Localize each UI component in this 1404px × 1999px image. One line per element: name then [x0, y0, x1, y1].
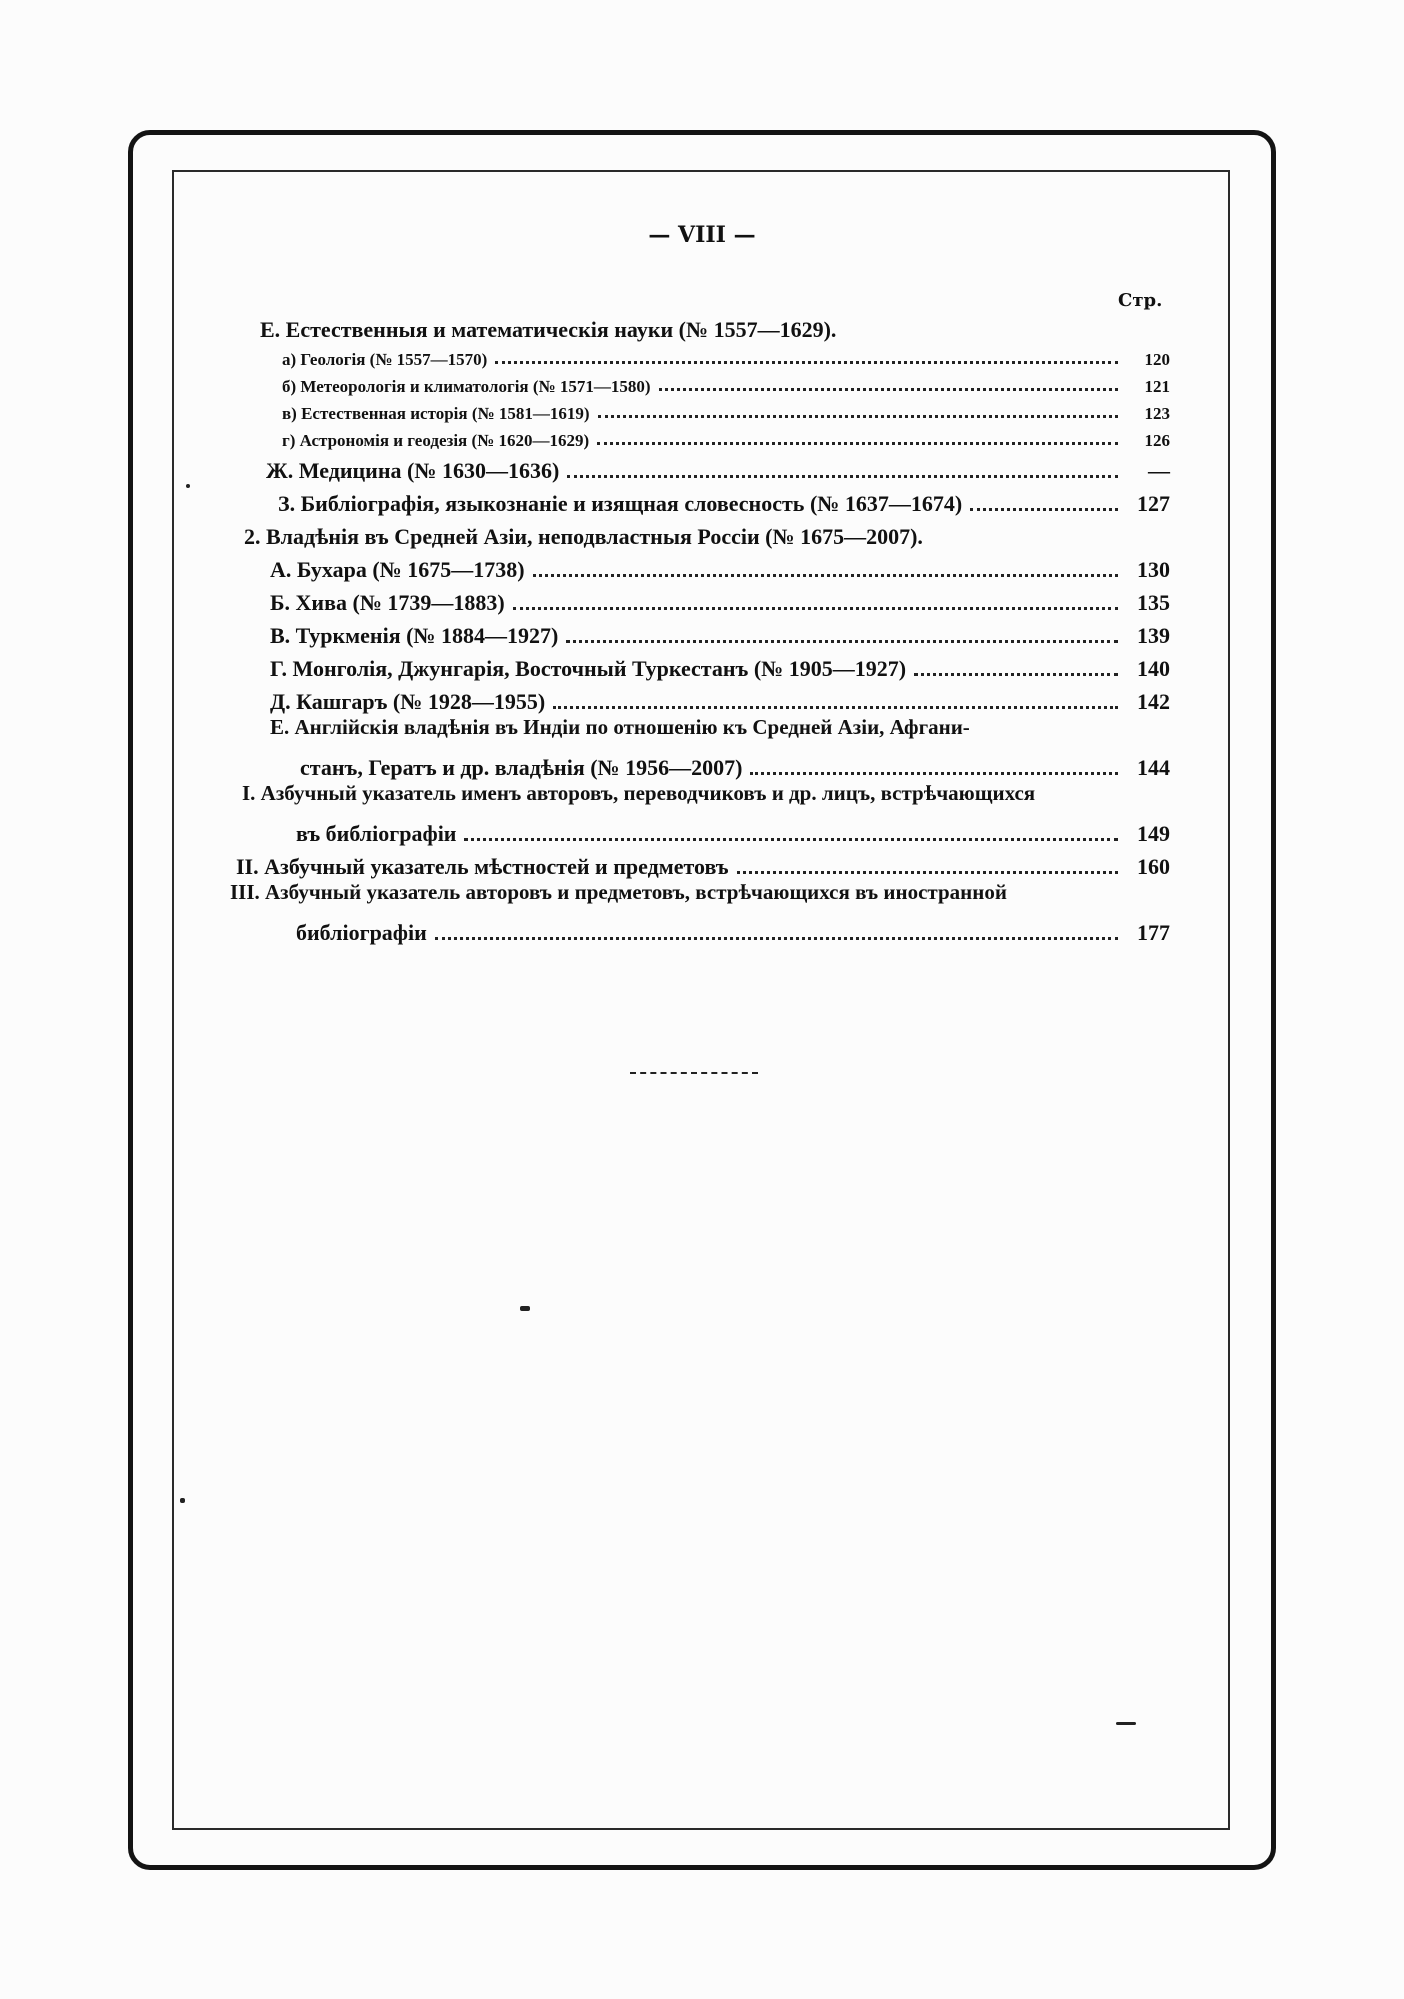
- toc-entry-index-names-cont: [296, 814, 1170, 847]
- toc-entry-page: 139: [1137, 623, 1170, 648]
- leader-dots: [553, 706, 1118, 709]
- toc-entry-page: 149: [1137, 821, 1170, 846]
- leader-dots: [737, 871, 1118, 874]
- ink-speck: [520, 1306, 530, 1311]
- ink-speck: [180, 1498, 185, 1503]
- leader-dots: [659, 388, 1118, 391]
- leader-dots: [970, 508, 1118, 511]
- toc-entry-label: Е. Естественныя и математическія науки (№ 1557—1629).: [260, 317, 837, 342]
- toc-entry-astronomy: [282, 424, 1170, 451]
- leader-dots: [566, 640, 1118, 643]
- toc-entry-index-places: [236, 847, 1170, 880]
- toc-entry-page: 130: [1137, 557, 1170, 582]
- toc-entry-turkmenia: [270, 616, 1170, 649]
- table-of-contents: [230, 310, 1170, 946]
- toc-entry-index-names: [242, 781, 1170, 814]
- leader-dots: [495, 361, 1118, 364]
- toc-entry-label: библіографіи: [296, 920, 427, 945]
- toc-entry-label: В. Туркменія (№ 1884—1927): [270, 623, 559, 648]
- toc-entry-khiva: [270, 583, 1170, 616]
- toc-entry-page: 127: [1137, 491, 1170, 516]
- toc-entry-label: станъ, Гератъ и др. владѣнія (№ 1956—2007): [300, 755, 743, 780]
- toc-entry-page: 160: [1137, 854, 1170, 879]
- leader-dots: [435, 937, 1118, 940]
- toc-entry-label: Ж. Медицина (№ 1630—1636): [266, 458, 560, 483]
- toc-entry-section-e: [260, 310, 1170, 343]
- toc-entry-page: 120: [1144, 350, 1170, 369]
- toc-entry-bibliography: [278, 484, 1170, 517]
- toc-entry-page: 135: [1137, 590, 1170, 615]
- leader-dots: [464, 838, 1118, 841]
- toc-entry-label: Б. Хива (№ 1739—1883): [270, 590, 505, 615]
- toc-entry-part-2: [244, 517, 1170, 550]
- page-column-label: Стр.: [1118, 290, 1163, 311]
- toc-entry-page: 121: [1144, 377, 1170, 396]
- toc-entry-geology: [282, 343, 1170, 370]
- leader-dots: [513, 607, 1118, 610]
- toc-entry-label: Е. Англійскія владѣнія въ Индіи по отношенію къ Средней Азіи, Афгани-: [270, 715, 970, 739]
- toc-entry-kashgar: [270, 682, 1170, 715]
- toc-entry-page: 126: [1144, 431, 1170, 450]
- section-separator: [630, 1072, 758, 1074]
- toc-entry-page: 177: [1137, 920, 1170, 945]
- toc-entry-label: в) Естественная исторія (№ 1581—1619): [282, 404, 590, 423]
- toc-entry-bukhara: [270, 550, 1170, 583]
- toc-entry-label: II. Азбучный указатель мѣстностей и предметовъ: [236, 854, 729, 879]
- toc-entry-label: I. Азбучный указатель именъ авторовъ, переводчиковъ и др. лицъ, встрѣчающихся: [242, 781, 1036, 805]
- toc-entry-label: 2. Владѣнія въ Средней Азіи, неподвластныя Россіи (№ 1675—2007).: [244, 524, 923, 549]
- toc-entry-page: 140: [1137, 656, 1170, 681]
- toc-entry-mongolia: [270, 649, 1170, 682]
- toc-entry-british-india-cont: [300, 748, 1170, 781]
- toc-entry-label: б) Метеорологія и климатологія (№ 1571—1580): [282, 377, 651, 396]
- leader-dots: [533, 574, 1118, 577]
- toc-entry-index-foreign: [230, 880, 1170, 913]
- toc-entry-page: —: [1148, 458, 1170, 483]
- toc-entry-page: 123: [1144, 404, 1170, 423]
- leader-dots: [597, 442, 1118, 445]
- toc-entry-label: З. Библіографія, языкознаніе и изящная словесность (№ 1637—1674): [278, 491, 963, 516]
- toc-entry-page: 142: [1137, 689, 1170, 714]
- toc-entry-page: 144: [1137, 755, 1170, 780]
- leader-dots: [567, 475, 1118, 478]
- ink-speck: [1116, 1722, 1136, 1725]
- leader-dots: [598, 415, 1119, 418]
- toc-entry-natural-history: [282, 397, 1170, 424]
- toc-entry-label: Г. Монголія, Джунгарія, Восточный Туркестанъ (№ 1905—1927): [270, 656, 907, 681]
- toc-entry-index-foreign-cont: [296, 913, 1170, 946]
- toc-entry-label: Д. Кашгаръ (№ 1928—1955): [270, 689, 546, 714]
- toc-entry-medicine: [266, 451, 1170, 484]
- toc-entry-label: А. Бухара (№ 1675—1738): [270, 557, 525, 582]
- toc-entry-label: а) Геологія (№ 1557—1570): [282, 350, 488, 369]
- leader-dots: [914, 673, 1118, 676]
- ink-speck: [186, 484, 190, 488]
- page-number-header: — VIII —: [648, 222, 756, 248]
- toc-entry-label: въ библіографіи: [296, 821, 457, 846]
- toc-entry-british-india: [270, 715, 1170, 748]
- toc-entry-label: г) Астрономія и геодезія (№ 1620—1629): [282, 431, 590, 450]
- toc-entry-label: III. Азбучный указатель авторовъ и предметовъ, встрѣчающихся въ иностранной: [230, 880, 1007, 904]
- toc-entry-meteorology: [282, 370, 1170, 397]
- leader-dots: [750, 772, 1118, 775]
